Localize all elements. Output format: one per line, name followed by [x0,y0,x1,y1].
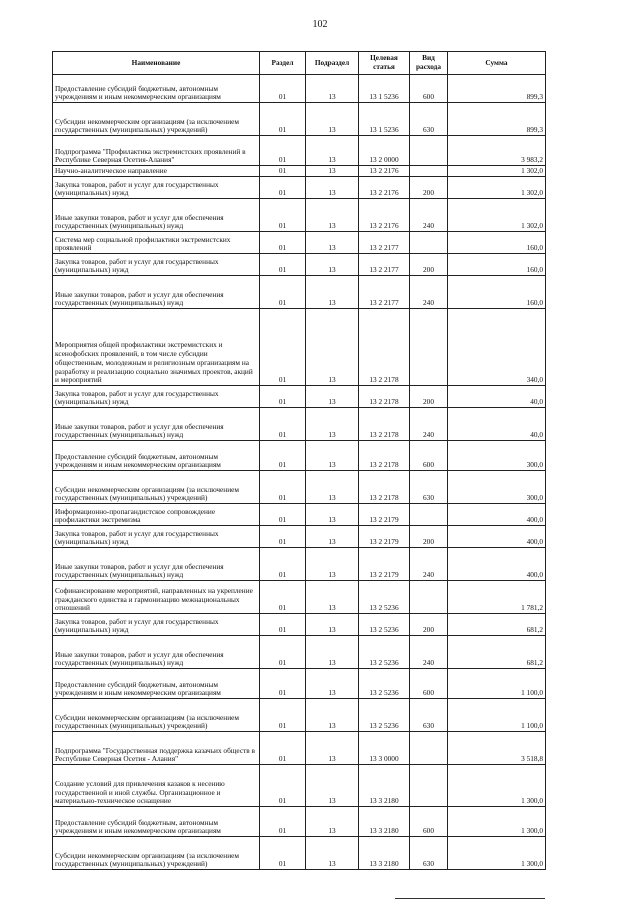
cell-subsection: 13 [306,526,359,548]
bottom-rule [395,898,545,899]
header-row [53,52,546,75]
table-row [53,199,546,232]
cell-subsection: 13 [306,548,359,581]
table-header [53,52,546,75]
cell-name: Субсидии некоммерческим организациям (за исключением государственных (муниципальных) учреждений) [53,837,260,870]
cell-amount: 1 300,0 [448,837,546,870]
cell-name: Иные закупки товаров, работ и услуг для обеспечения государственных (муниципальных) нужд [53,636,260,669]
cell-section: 01 [260,199,306,232]
cell-target-article: 13 3 2180 [359,837,410,870]
cell-subsection: 13 [306,669,359,699]
cell-name: Субсидии некоммерческим организациям (за исключением государственных (муниципальных) учреждений) [53,103,260,136]
cell-expense-type [410,765,448,807]
cell-name: Иные закупки товаров, работ и услуг для обеспечения государственных (муниципальных) нужд [53,199,260,232]
table-row [53,837,546,870]
cell-target-article: 13 1 5236 [359,103,410,136]
cell-target-article: 13 2 2177 [359,276,410,309]
cell-section: 01 [260,103,306,136]
cell-name: Закупка товаров, работ и услуг для государственных (муниципальных) нужд [53,254,260,276]
cell-section: 01 [260,732,306,765]
cell-amount: 1 100,0 [448,699,546,732]
header-subsection: Подраздел [306,52,359,75]
cell-expense-type [410,581,448,614]
table-row [53,699,546,732]
table-row [53,504,546,526]
table-row [53,386,546,408]
cell-target-article: 13 2 2177 [359,232,410,254]
cell-section: 01 [260,548,306,581]
cell-target-article: 13 3 2180 [359,807,410,837]
table-row [53,581,546,614]
cell-expense-type: 200 [410,526,448,548]
cell-expense-type: 600 [410,75,448,103]
cell-section: 01 [260,441,306,471]
header-expense-type: Вид расхода [410,52,448,75]
table-row [53,177,546,199]
cell-amount: 1 300,0 [448,765,546,807]
cell-name: Система мер социальной профилактики экстремистских проявлений [53,232,260,254]
cell-target-article: 13 2 2178 [359,471,410,504]
cell-name: Мероприятия общей профилактики экстремистских и ксенофобских проявлений, в том числе субсидии общественным, молодежным и религиозным организациям на разработку и реализацию социально значимых проектов, акций и мероприятий [53,309,260,386]
cell-name: Субсидии некоммерческим организациям (за исключением государственных (муниципальных) учреждений) [53,471,260,504]
table-row [53,807,546,837]
cell-subsection: 13 [306,136,359,166]
cell-name: Подпрограмма "Государственная поддержка казачьих обществ в Республике Северная Осетия - Алания" [53,732,260,765]
cell-target-article: 13 2 2179 [359,548,410,581]
cell-expense-type: 200 [410,614,448,636]
cell-name: Закупка товаров, работ и услуг для государственных (муниципальных) нужд [53,177,260,199]
cell-section: 01 [260,386,306,408]
cell-amount: 1 100,0 [448,669,546,699]
cell-subsection: 13 [306,636,359,669]
header-name: Наименование [53,52,260,75]
cell-section: 01 [260,614,306,636]
cell-expense-type: 630 [410,837,448,870]
cell-section: 01 [260,276,306,309]
cell-name: Предоставление субсидий бюджетным, автономным учреждениям и иным некоммерческим организациям [53,807,260,837]
cell-target-article: 13 2 5236 [359,614,410,636]
cell-name: Иные закупки товаров, работ и услуг для обеспечения государственных (муниципальных) нужд [53,548,260,581]
cell-name: Создание условий для привлечения казаков к несению государственной и иной службы. Организационное и материально-техническое оснащение [53,765,260,807]
cell-expense-type: 600 [410,441,448,471]
cell-subsection: 13 [306,386,359,408]
cell-amount: 160,0 [448,254,546,276]
budget-table [52,51,546,870]
cell-amount: 3 518,8 [448,732,546,765]
cell-expense-type [410,136,448,166]
header-amount: Сумма [448,52,546,75]
cell-subsection: 13 [306,471,359,504]
cell-expense-type: 200 [410,386,448,408]
cell-amount: 300,0 [448,471,546,504]
cell-section: 01 [260,837,306,870]
cell-subsection: 13 [306,504,359,526]
cell-subsection: 13 [306,199,359,232]
page-number: 102 [312,19,328,30]
cell-section: 01 [260,408,306,441]
cell-amount: 1 302,0 [448,166,546,177]
cell-target-article: 13 2 2178 [359,309,410,386]
cell-name: Иные закупки товаров, работ и услуг для обеспечения государственных (муниципальных) нужд [53,276,260,309]
cell-amount: 300,0 [448,441,546,471]
cell-expense-type: 200 [410,177,448,199]
cell-amount: 899,3 [448,103,546,136]
cell-target-article: 13 2 2178 [359,386,410,408]
cell-subsection: 13 [306,276,359,309]
cell-expense-type [410,232,448,254]
cell-section: 01 [260,807,306,837]
cell-section: 01 [260,471,306,504]
table-row [53,103,546,136]
cell-subsection: 13 [306,441,359,471]
cell-name: Закупка товаров, работ и услуг для государственных (муниципальных) нужд [53,614,260,636]
cell-subsection: 13 [306,254,359,276]
table-row [53,276,546,309]
table-row [53,136,546,166]
cell-target-article: 13 2 2179 [359,504,410,526]
cell-section: 01 [260,526,306,548]
cell-target-article: 13 2 2177 [359,254,410,276]
table-row [53,636,546,669]
cell-expense-type: 240 [410,276,448,309]
cell-name: Информационно-пропагандистское сопровождение профилактики экстремизма [53,504,260,526]
cell-target-article: 13 2 5236 [359,669,410,699]
cell-subsection: 13 [306,309,359,386]
cell-target-article: 13 2 2176 [359,199,410,232]
cell-name: Предоставление субсидий бюджетным, автономным учреждениям и иным некоммерческим организациям [53,75,260,103]
cell-section: 01 [260,669,306,699]
table-body [53,75,546,870]
cell-expense-type [410,309,448,386]
table-row [53,669,546,699]
cell-name: Научно-аналитическое направление [53,166,260,177]
cell-target-article: 13 1 5236 [359,75,410,103]
cell-expense-type: 240 [410,408,448,441]
cell-expense-type: 240 [410,548,448,581]
table-row [53,548,546,581]
cell-target-article: 13 3 0000 [359,732,410,765]
cell-target-article: 13 2 2178 [359,408,410,441]
cell-expense-type: 600 [410,669,448,699]
table-row [53,614,546,636]
cell-name: Предоставление субсидий бюджетным, автономным учреждениям и иным некоммерческим организациям [53,669,260,699]
cell-amount: 3 983,2 [448,136,546,166]
cell-amount: 681,2 [448,636,546,669]
cell-expense-type: 630 [410,699,448,732]
cell-section: 01 [260,581,306,614]
cell-section: 01 [260,699,306,732]
cell-subsection: 13 [306,177,359,199]
cell-section: 01 [260,765,306,807]
cell-subsection: 13 [306,732,359,765]
cell-expense-type: 630 [410,471,448,504]
cell-amount: 160,0 [448,276,546,309]
cell-amount: 40,0 [448,386,546,408]
cell-name: Софинансирование мероприятий, направленных на укрепление гражданского единства и гармонизацию межнациональных отношений [53,581,260,614]
cell-name: Закупка товаров, работ и услуг для государственных (муниципальных) нужд [53,386,260,408]
cell-section: 01 [260,636,306,669]
cell-expense-type [410,166,448,177]
cell-amount: 400,0 [448,548,546,581]
cell-name: Подпрограмма "Профилактика экстремистских проявлений в Республике Северная Осетия-Алания" [53,136,260,166]
cell-name: Иные закупки товаров, работ и услуг для обеспечения государственных (муниципальных) нужд [53,408,260,441]
cell-target-article: 13 2 2176 [359,166,410,177]
cell-expense-type [410,732,448,765]
cell-expense-type: 630 [410,103,448,136]
cell-name: Предоставление субсидий бюджетным, автономным учреждениям и иным некоммерческим организациям [53,441,260,471]
cell-amount: 681,2 [448,614,546,636]
cell-target-article: 13 2 5236 [359,699,410,732]
table-row [53,408,546,441]
header-target-article: Целевая статья [359,52,410,75]
cell-section: 01 [260,504,306,526]
table-row [53,254,546,276]
cell-subsection: 13 [306,765,359,807]
cell-amount: 1 300,0 [448,807,546,837]
cell-amount: 400,0 [448,504,546,526]
cell-subsection: 13 [306,75,359,103]
header-section: Раздел [260,52,306,75]
cell-section: 01 [260,166,306,177]
cell-amount: 40,0 [448,408,546,441]
cell-subsection: 13 [306,103,359,136]
cell-target-article: 13 3 2180 [359,765,410,807]
cell-expense-type: 600 [410,807,448,837]
table-row [53,232,546,254]
cell-target-article: 13 2 2178 [359,441,410,471]
cell-subsection: 13 [306,699,359,732]
cell-expense-type [410,504,448,526]
cell-section: 01 [260,232,306,254]
cell-amount: 1 302,0 [448,199,546,232]
cell-section: 01 [260,254,306,276]
cell-section: 01 [260,136,306,166]
cell-target-article: 13 2 2179 [359,526,410,548]
cell-target-article: 13 2 5236 [359,581,410,614]
table-row [53,441,546,471]
cell-target-article: 13 2 2176 [359,177,410,199]
cell-expense-type: 200 [410,254,448,276]
cell-section: 01 [260,309,306,386]
table-row [53,166,546,177]
cell-subsection: 13 [306,614,359,636]
cell-amount: 400,0 [448,526,546,548]
cell-subsection: 13 [306,166,359,177]
cell-amount: 899,3 [448,75,546,103]
table-row [53,75,546,103]
cell-subsection: 13 [306,232,359,254]
cell-amount: 340,0 [448,309,546,386]
table-row [53,526,546,548]
cell-expense-type: 240 [410,199,448,232]
cell-amount: 1 781,2 [448,581,546,614]
cell-section: 01 [260,75,306,103]
table-row [53,732,546,765]
cell-expense-type: 240 [410,636,448,669]
cell-subsection: 13 [306,408,359,441]
table-row [53,309,546,386]
cell-subsection: 13 [306,807,359,837]
table-row [53,471,546,504]
cell-target-article: 13 2 5236 [359,636,410,669]
cell-name: Закупка товаров, работ и услуг для государственных (муниципальных) нужд [53,526,260,548]
cell-subsection: 13 [306,581,359,614]
table-row [53,765,546,807]
cell-amount: 160,0 [448,232,546,254]
cell-name: Субсидии некоммерческим организациям (за исключением государственных (муниципальных) учреждений) [53,699,260,732]
cell-section: 01 [260,177,306,199]
cell-subsection: 13 [306,837,359,870]
cell-amount: 1 302,0 [448,177,546,199]
cell-target-article: 13 2 0000 [359,136,410,166]
